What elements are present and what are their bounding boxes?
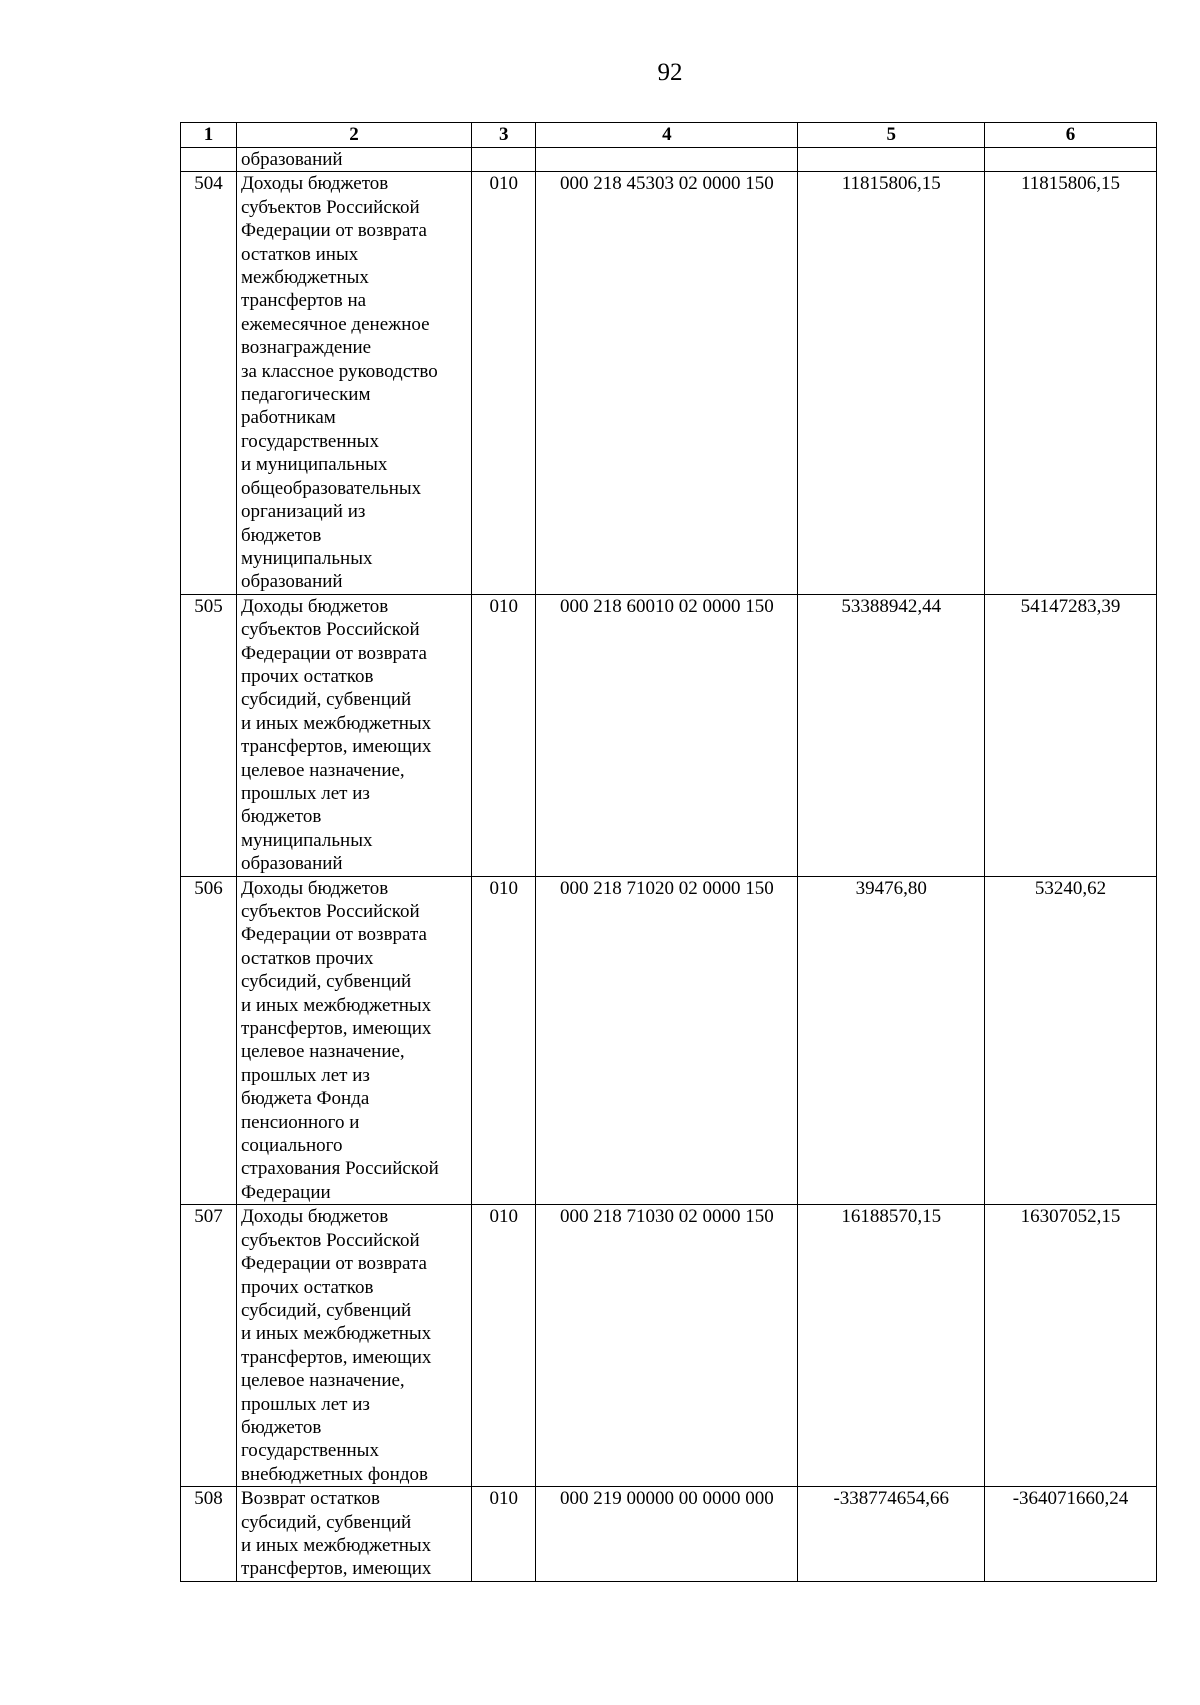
row-name-line: внебюджетных фондов bbox=[240, 1463, 428, 1485]
row-name-line: бюджетов bbox=[240, 806, 322, 828]
row-name-line: остатков иных bbox=[240, 243, 359, 265]
row-name-line: субъектов Российской bbox=[240, 901, 420, 922]
row-name-line: вознаграждение bbox=[240, 337, 372, 359]
row-name-line: педагогическим bbox=[240, 384, 371, 406]
row-name-line: трансфертов, имеющих bbox=[240, 1346, 432, 1368]
table-row bbox=[181, 172, 1157, 594]
row-number: 507 bbox=[181, 1205, 237, 1487]
row-name-line: пенсионного и bbox=[240, 1111, 360, 1133]
table-row bbox=[181, 594, 1157, 876]
row-name-line: трансфертов, имеющих bbox=[240, 1558, 432, 1580]
row-value-6 bbox=[984, 148, 1156, 172]
table-row bbox=[181, 1487, 1157, 1582]
budget-table bbox=[180, 122, 1157, 1582]
row-name-line: трансфертов, имеющих bbox=[240, 736, 432, 758]
row-kbk-code bbox=[536, 148, 798, 172]
row-name-line: трансфертов, имеющих bbox=[240, 1018, 432, 1040]
row-name-line: бюджетов bbox=[240, 1416, 322, 1438]
row-value-6: 11815806,15 bbox=[984, 172, 1156, 594]
row-value-5: 16188570,15 bbox=[798, 1205, 984, 1487]
row-name bbox=[236, 1205, 471, 1487]
row-admin-code: 010 bbox=[472, 876, 536, 1205]
row-name-line: субсидий, субвенций bbox=[240, 1511, 412, 1533]
row-name-line: Доходы бюджетов bbox=[240, 1206, 389, 1228]
row-name-line: и иных межбюджетных bbox=[240, 712, 432, 734]
row-name bbox=[236, 594, 471, 876]
column-header: 5 bbox=[798, 123, 984, 148]
row-name-line: трансфертов на bbox=[240, 290, 367, 312]
row-name bbox=[236, 172, 471, 594]
row-number: 505 bbox=[181, 594, 237, 876]
row-name-line: муниципальных bbox=[240, 547, 373, 569]
row-value-5: 11815806,15 bbox=[798, 172, 984, 594]
row-number: 504 bbox=[181, 172, 237, 594]
row-admin-code: 010 bbox=[472, 1205, 536, 1487]
column-header: 3 bbox=[472, 123, 536, 148]
row-value-5 bbox=[798, 148, 984, 172]
row-admin-code bbox=[472, 148, 536, 172]
row-number bbox=[181, 148, 237, 172]
row-number: 508 bbox=[181, 1487, 237, 1582]
row-name-line: Федерации bbox=[240, 1181, 331, 1203]
row-name-line: Доходы бюджетов bbox=[240, 877, 389, 899]
row-name-line: прошлых лет из bbox=[240, 1393, 370, 1415]
row-value-6: 54147283,39 bbox=[984, 594, 1156, 876]
row-name-line: целевое назначение, bbox=[240, 1041, 405, 1063]
row-name-line: и иных межбюджетных bbox=[240, 1534, 432, 1556]
row-kbk-code: 000 218 71020 02 0000 150 bbox=[536, 876, 798, 1205]
row-name-line: и иных межбюджетных bbox=[240, 994, 432, 1016]
row-name-line: организаций из bbox=[240, 501, 366, 523]
row-name-line: субсидий, субвенций bbox=[240, 689, 412, 711]
row-name bbox=[236, 876, 471, 1205]
table-body bbox=[181, 148, 1157, 1582]
table-header-row bbox=[181, 123, 1157, 148]
row-number: 506 bbox=[181, 876, 237, 1205]
row-name-line: Доходы бюджетов bbox=[240, 595, 389, 617]
row-name-line: бюджетов bbox=[240, 524, 322, 546]
row-name-line: Федерации от возврата bbox=[240, 924, 427, 946]
row-name-line: Федерации от возврата bbox=[240, 642, 427, 664]
row-name-line: муниципальных bbox=[240, 829, 373, 851]
row-admin-code: 010 bbox=[472, 172, 536, 594]
row-name bbox=[236, 1487, 471, 1582]
row-name-line: бюджета Фонда bbox=[240, 1088, 370, 1110]
row-name-line: межбюджетных bbox=[240, 267, 369, 289]
row-name-line: прочих остатков bbox=[240, 665, 374, 687]
row-name-line: общеобразовательных bbox=[240, 477, 422, 499]
row-value-6: -364071660,24 bbox=[984, 1487, 1156, 1582]
row-name-line: образований bbox=[240, 853, 343, 875]
row-name-line: прошлых лет из bbox=[240, 782, 370, 804]
row-name-line: прочих остатков bbox=[240, 1276, 374, 1298]
row-value-5: 53388942,44 bbox=[798, 594, 984, 876]
table-row-continuation bbox=[181, 148, 1157, 172]
row-name-line: государственных bbox=[240, 1440, 379, 1462]
row-name-line: и иных межбюджетных bbox=[240, 1323, 432, 1345]
row-name-line: прошлых лет из bbox=[240, 1064, 370, 1086]
row-kbk-code: 000 219 00000 00 0000 000 bbox=[536, 1487, 798, 1582]
row-name-line: целевое назначение, bbox=[240, 1370, 405, 1392]
row-value-6: 16307052,15 bbox=[984, 1205, 1156, 1487]
row-name-line: Федерации от возврата bbox=[240, 1253, 427, 1275]
row-kbk-code: 000 218 45303 02 0000 150 bbox=[536, 172, 798, 594]
row-name-line: и муниципальных bbox=[240, 454, 388, 476]
row-name-line: Федерации от возврата bbox=[240, 220, 427, 242]
row-kbk-code: 000 218 71030 02 0000 150 bbox=[536, 1205, 798, 1487]
row-name-line: субъектов Российской bbox=[240, 619, 420, 641]
row-name-line: субъектов Российской bbox=[240, 196, 420, 218]
row-value-6: 53240,62 bbox=[984, 876, 1156, 1205]
row-name-line: субъектов Российской bbox=[240, 1229, 420, 1251]
table-row bbox=[181, 876, 1157, 1205]
row-name bbox=[236, 148, 471, 172]
column-header: 6 bbox=[984, 123, 1156, 148]
row-name-line: Доходы бюджетов bbox=[240, 173, 389, 195]
row-name-line: страхования Российской bbox=[240, 1158, 439, 1180]
row-name-line: ежемесячное денежное bbox=[240, 313, 430, 335]
column-header: 2 bbox=[236, 123, 471, 148]
row-name-line: субсидий, субвенций bbox=[240, 971, 412, 993]
row-name-line: целевое назначение, bbox=[240, 759, 405, 781]
row-name-line: Возврат остатков bbox=[240, 1488, 381, 1510]
row-value-5: -338774654,66 bbox=[798, 1487, 984, 1582]
table-row bbox=[181, 1205, 1157, 1487]
row-name-line: социального bbox=[240, 1135, 343, 1157]
row-admin-code: 010 bbox=[472, 1487, 536, 1582]
row-admin-code: 010 bbox=[472, 594, 536, 876]
row-value-5: 39476,80 bbox=[798, 876, 984, 1205]
page-number: 92 bbox=[657, 59, 683, 86]
row-name-line: образований bbox=[240, 571, 343, 593]
row-name-line: образований bbox=[240, 149, 343, 170]
row-name-line: субсидий, субвенций bbox=[240, 1299, 412, 1321]
row-name-line: работникам bbox=[240, 407, 336, 429]
column-header: 1 bbox=[181, 123, 237, 148]
row-name-line: государственных bbox=[240, 430, 379, 452]
column-header: 4 bbox=[536, 123, 798, 148]
row-kbk-code: 000 218 60010 02 0000 150 bbox=[536, 594, 798, 876]
row-name-line: остатков прочих bbox=[240, 947, 374, 969]
row-name-line: за классное руководство bbox=[240, 360, 438, 382]
